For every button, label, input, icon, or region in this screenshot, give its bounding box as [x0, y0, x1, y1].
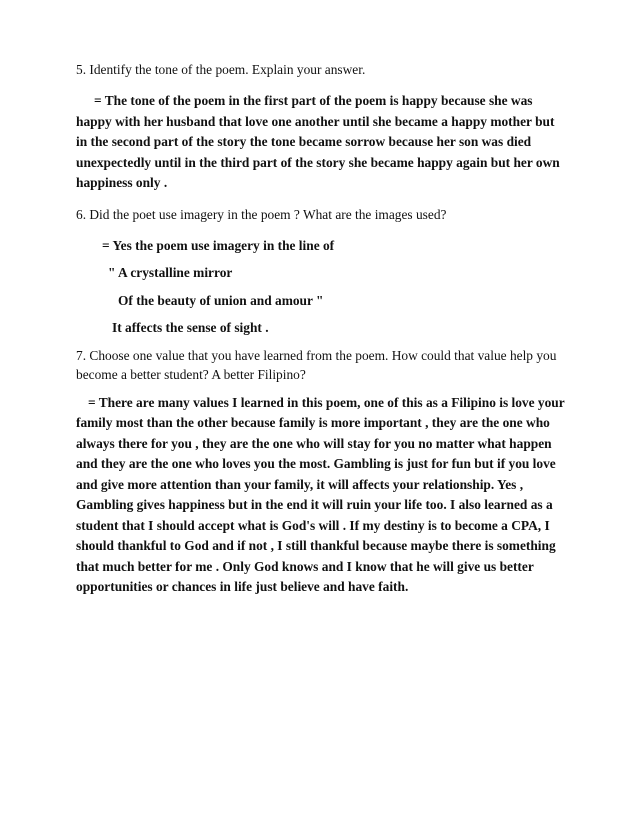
answer-6-line: " A crystalline mirror [108, 265, 233, 280]
question-6: 6. Did the poet use imagery in the poem ? What are the images used? [76, 206, 447, 222]
question-5: 5. Identify the tone of the poem. Explain your answer. [76, 62, 366, 77]
answer-7: = There are many values I learned in this poem, one of this as a Filipino is love your family most than the other because family is more important , they are the one who always there for you , they are the one who will stay for you no matter what happen and they are the one who loves you the most. Gambling is just for fun but if you love and give more attention than your family, it will affects your relationship. Yes , Gambling gives happiness but in the end it will ruin your life too. I also learned as a student that I should accept what is God's will . If my destiny is to become a CPA, I should thankful to God and if not , I still thankful because maybe there is something that much better for me . Only God knows and I know that he will give us better opportunities or chances in life just believe and have faith. [76, 394, 565, 594]
question-7: 7. Choose one value that you have learned from the poem. How could that value help you become a better student? A better Filipino? [76, 347, 557, 382]
answer-6-line: Of the beauty of union and amour " [118, 292, 324, 308]
answer-5: = The tone of the poem in the first part of the poem is happy because she was happy with her husband that love one another until she became a happy mother but in the second part of the story the tone became sorrow because her son was died unexpectedly until in the third part of the story she became happy again but her own happiness only . [76, 93, 560, 190]
document-body [76, 60, 566, 598]
answer-6-line: It affects the sense of sight . [112, 320, 269, 335]
answer-6-line: = Yes the poem use imagery in the line of [102, 237, 335, 253]
answer-6 [76, 236, 566, 339]
